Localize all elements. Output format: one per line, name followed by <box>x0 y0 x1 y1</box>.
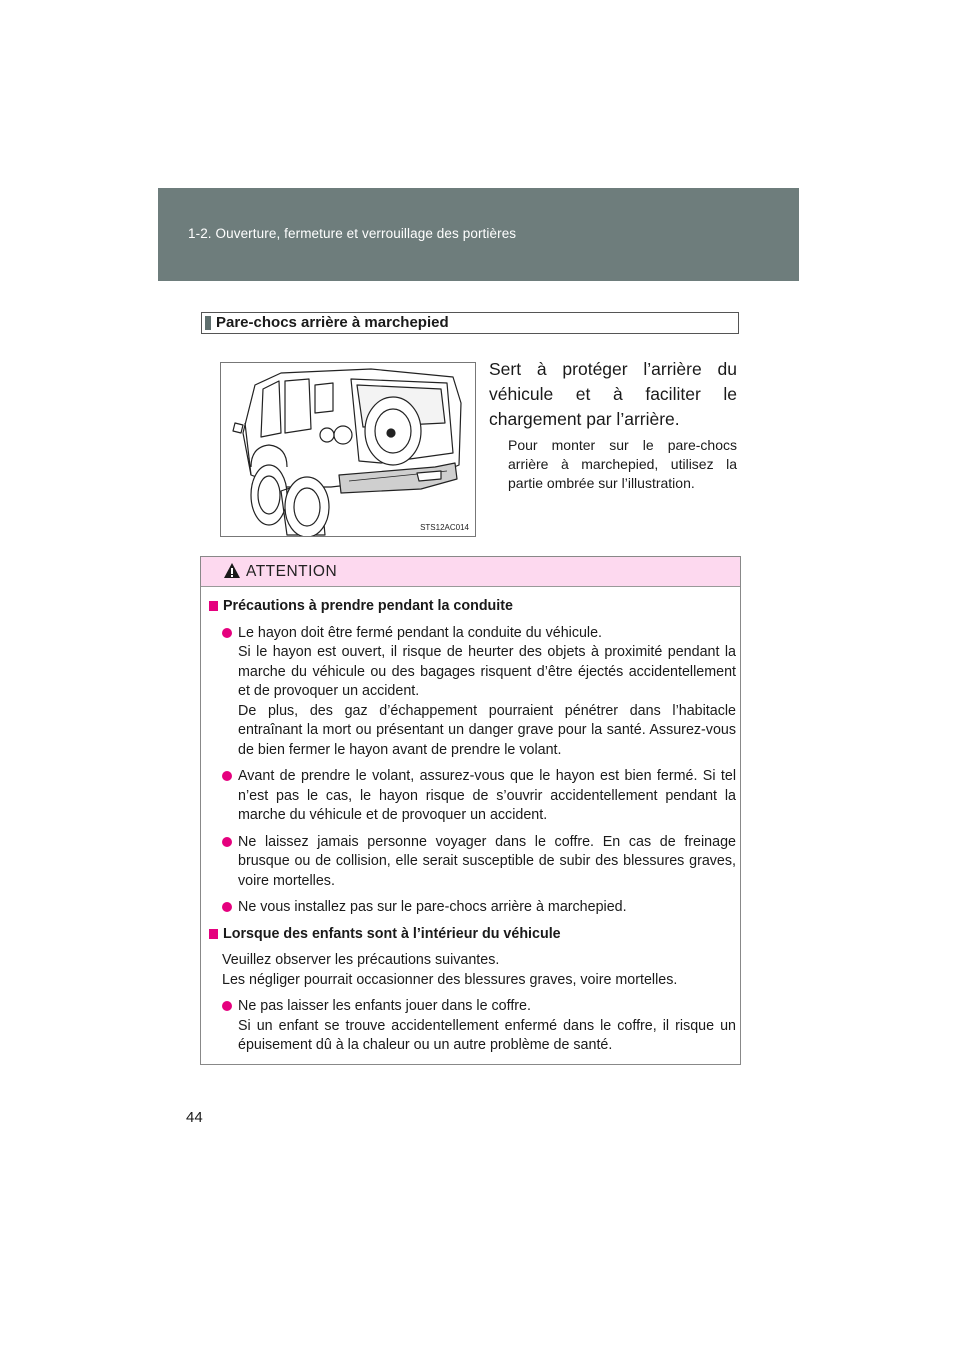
figure-code: STS12AC014 <box>420 523 469 532</box>
heading-square-icon <box>209 601 218 611</box>
bullet-dot-icon <box>222 771 232 781</box>
list-item <box>209 997 736 1056</box>
intro-lead-text: Sert à protéger l’arrière du véhicule et à faciliter le chargement par l’arrière. <box>489 359 737 429</box>
bullet-paragraph: Si le hayon est ouvert, il risque de heurter des objets à proximité pendant la marche du véhicule ou des bagages risquent d’être éjectés accidentellement et de provoquer un accident. <box>238 644 736 699</box>
intro-paragraph: Veuillez observer les précautions suivantes. <box>222 952 500 968</box>
attention-heading-children <box>209 925 736 945</box>
bullet-dot-icon <box>222 902 232 912</box>
warning-triangle-icon <box>223 562 241 579</box>
bullet-dot-icon <box>222 837 232 847</box>
vehicle-rear-drawing <box>221 363 475 536</box>
attention-heading-driving <box>209 597 736 617</box>
bullet-paragraph: Avant de prendre le volant, assurez-vous que le hayon est bien fermé. Si tel n’est pas le cas, le hayon risque de s’ouvrir accidentellement pendant la marche du véhicule et de provoquer un accident. <box>238 768 736 823</box>
heading-text: Lorsque des enfants sont à l’intérieur du véhicule <box>223 925 561 942</box>
bullet-paragraph: Si un enfant se trouve accidentellement enfermé dans le coffre, il risque un épuisement dû à la chaleur ou un autre problème de santé. <box>238 1017 736 1053</box>
attention-content <box>209 597 736 1063</box>
chapter-title: 1-2. Ouverture, fermeture et verrouillage des portières <box>188 226 517 241</box>
chapter-header-band <box>158 188 799 281</box>
section-title-marker <box>205 316 211 330</box>
list-item <box>209 624 736 761</box>
bullet-paragraph: Ne laissez jamais personne voyager dans le coffre. En cas de freinage brusque ou de collision, elle serait susceptible de subir des blessures graves, voire mortelles. <box>238 833 736 889</box>
list-item <box>209 898 736 918</box>
attention-intro <box>209 951 736 990</box>
heading-square-icon <box>209 929 218 939</box>
page-number: 44 <box>186 1109 203 1126</box>
vehicle-rear-illustration <box>220 362 476 537</box>
bullet-paragraph: Ne vous installez pas sur le pare-chocs arrière à marchepied. <box>238 899 627 915</box>
bullet-paragraph: Le hayon doit être fermé pendant la conduite du véhicule. <box>238 624 603 641</box>
attention-header <box>201 557 740 587</box>
bullet-dot-icon <box>222 1001 232 1011</box>
intro-paragraph: Les négliger pourrait occasionner des blessures graves, voire mortelles. <box>222 971 678 988</box>
bullet-paragraph: De plus, des gaz d’échappement pourraient pénétrer dans l’habitacle entraînant la mort ou présentant un danger grave pour la santé. Assurez-vous de bien fermer le hayon avant de prendre le volant. <box>238 702 736 758</box>
bullet-dot-icon <box>222 628 232 638</box>
list-item <box>209 767 736 826</box>
list-item <box>209 833 736 892</box>
section-title-box <box>201 312 739 334</box>
bullet-paragraph: Ne pas laisser les enfants jouer dans le coffre. <box>238 998 531 1014</box>
section-title: Pare-chocs arrière à marchepied <box>216 314 449 331</box>
attention-box <box>200 556 741 1065</box>
intro-sub-text: Pour monter sur le pare-chocs arrière à marchepied, utilisez la partie ombrée sur l’illustration. <box>508 437 737 491</box>
heading-text: Précautions à prendre pendant la conduite <box>223 598 513 614</box>
attention-label: ATTENTION <box>246 563 338 580</box>
